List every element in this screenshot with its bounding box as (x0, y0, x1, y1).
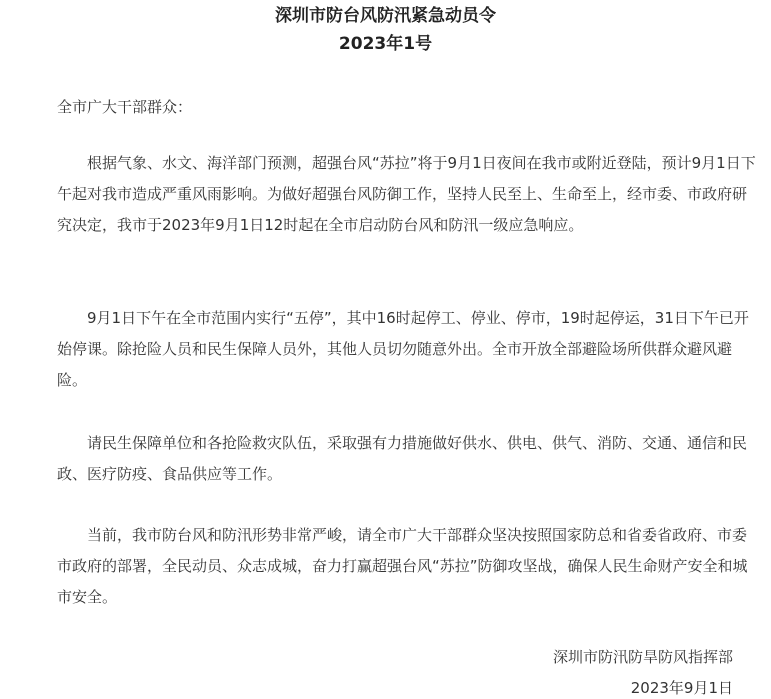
signature-date: 2023年9月1日 (630, 679, 733, 697)
paragraph-1: 根据气象、水文、海洋部门预测，超强台风“苏拉”将于9月1日夜间在我市或附近登陆，预计9月1日下午起对我市造成严重风雨影响。为做好超强台风防御工作，坚持人民至上、生命至上，经市委、市政府研究决定，我市于2023年9月1日12时起在全市启动防台风和防汛一级应急响应。 (57, 154, 756, 234)
paragraph-2: 9月1日下午在全市范围内实行“五停”，其中16时起停工、停业、停市，19时起停运，31日下午已开始停课。除抢险人员和民生保障人员外，其他人员切勿随意外出。全市开放全部避险场所供群众避风避险。 (57, 309, 749, 389)
paragraph-3: 请民生保障单位和各抢险救灾队伍，采取强有力措施做好供水、供电、供气、消防、交通、通信和民政、医疗防疫、食品供应等工作。 (57, 434, 748, 483)
paragraph-4: 当前，我市防台风和防汛形势非常严峻，请全市广大干部群众坚决按照国家防总和省委省政府、市委市政府的部署，全民动员、众志成城，奋力打赢超强台风“苏拉”防御攻坚战，确保人民生命财产安全和城市安全。 (57, 526, 748, 606)
salutation: 全市广大干部群众： (57, 98, 193, 116)
document-title: 深圳市防台风防汛紧急动员令 (275, 6, 496, 26)
signature-organization: 深圳市防汛防旱防风指挥部 (552, 648, 733, 666)
document-number: 2023年1号 (338, 34, 433, 54)
